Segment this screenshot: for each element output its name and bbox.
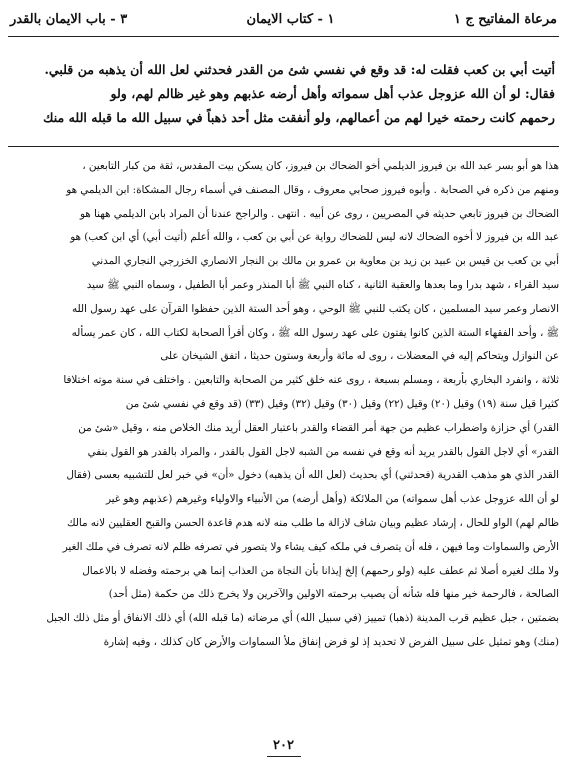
- hadith-line: أتيت أبي بن كعب فقلت له: قد وقع في نفسي شئ من القدر فحدثني لعل الله أن يذهبه من قلبي.: [44, 62, 555, 77]
- hadith-line: فقال: لو أن الله عزوجل عذب أهل سمواته وأهل أرضه عذبهم وهو غير ظالم لهم، ولو: [110, 86, 555, 101]
- commentary-line: الضحاك بن فيروز تابعي حديثه في المصريين ، روى عن أبيه . انتهى . والراجح عندنا أن المراد بابن الديلمي ههنا هو: [79, 207, 559, 220]
- commentary-line: ظالم لهم) الواو للحال ، إرشاد عظيم وبيان شاف لازالة ما طلب منه لانه هدم قاعدة الحسن والقبح العقليين لانه مالك: [67, 516, 559, 529]
- header-section: ٣ - باب الايمان بالقدر: [10, 11, 128, 27]
- commentary-line: ثلاثة ، وانفرد البخاري بأربعة ، ومسلم بسبعة ، روى عنه خلق كثير من الصحابة والتابعين . واختلف في سنة موته اختلافا: [63, 374, 559, 387]
- commentary-line: (منك) وهو تمثيل على سبيل الفرض لا تحديد إذ لو فرض إنفاق ملأ السماوات والأرض كان كذلك ، وفيه إشارة: [103, 635, 559, 648]
- page-number: ٢٠٢: [0, 738, 567, 757]
- commentary-line: القدر) أي حزازة واضطراب عظيم من جهة أمر القضاء والقدر باعتبار العقل أريد منك الخلاص منه ، وقيل «شئ من: [78, 421, 559, 434]
- running-header: [10, 6, 557, 32]
- commentary-line: الصالحة ، فالرحمة خير منها فله شأنه أن يصيب برحمته الاولين والآخرين ولا يخرج ذلك من حكمة (مثل أحد): [108, 588, 559, 601]
- commentary-line: لو أن الله عزوجل عذب أهل سمواته) من الملائكة (وأهل أرضه) من الأنبياء والاولياء وغيرهم (عذبهم وهو غير: [105, 493, 559, 506]
- header-rule: [8, 36, 559, 37]
- commentary-line: عبد الله بن فيروز لا أخوه الضحاك لانه ليس للضحاك رواية عن أبي بن كعب ، والله أعلم (أتيت أبي) أي ابن كعب) هو: [70, 231, 559, 244]
- commentary-line: ولا ملك لغيره أصلا ثم عطف عليه (ولو رحمهم) إلخ إيذانا بأن النجاة من العذاب إنما هي برحمته وفضله لا بالاعمال: [82, 564, 559, 577]
- commentary-line: ﷺ ، وأحد الفقهاء الستة الذين كانوا يفتون على عهد رسول الله ﷺ ، وكان أقرأ الصحابة لكتاب الله ، كان عمر يسأله: [71, 326, 559, 339]
- commentary-line: القدر الذي هو مذهب القدرية (فحدثني) أي بحديث (لعل الله أن يذهبه) دخول «أن» في خبر لعل للتشبيه بعسى (فقال: [66, 469, 559, 482]
- commentary-separator: [8, 146, 559, 147]
- commentary-line: كثيرا قيل سنة (١٩) وقيل (٢٠) وقيل (٢٢) وقيل (٣٠) وقيل (٣٢) وقيل (٣٣) (قد وقع في نفسي شئ من: [125, 397, 559, 410]
- page-number-underline: [267, 756, 301, 757]
- commentary-line: بضمتين ، جبل عظيم قرب المدينة (ذهبا) تمييز (في سبيل الله) أي مرضاته (ما قبله الله) أي ذلك الانفاق أو مثل ذلك الجبل: [46, 612, 559, 625]
- commentary-line: ومنهم من ذكره في الصحابة . وأبوه فيروز صحابي معروف ، وقال المصنف في أسماء رجال المشكاة: ابن الديلمي هو: [66, 183, 559, 196]
- header-chapter: ١ - كتاب الايمان: [246, 11, 335, 27]
- commentary-line: عن النوازل ويتحاكم إليه في المعضلات ، روى له مائة وأربعة وستون حديثا ، اتفق الشيخان على: [160, 350, 559, 363]
- commentary-line: أبي بن كعب بن قيس بن عبيد بن زيد بن معاوية بن عمرو بن مالك بن النجار الانصاري الخزرجي النجاري المدني: [91, 255, 559, 268]
- header-book-title: مرعاة المفاتيح ج ١: [453, 11, 557, 27]
- hadith-text: [12, 58, 555, 130]
- commentary-line: هذا هو أبو بسر عبد الله بن فيروز الديلمي أخو الضحاك بن فيروز، كان يسكن بيت المقدس، ثقة من كبار التابعين ،: [82, 160, 559, 172]
- commentary-line: القدر» أي لاجل القول بالقدر يريد أنه وقع في نفسه من الشبه لاجل القول بالقدر ، والمراد بالقدر هو القول بنفي: [87, 445, 559, 458]
- commentary-line: سيد القراء ، شهد بدرا وما بعدها والعقبة الثانية ، كناه النبي ﷺ أبا المنذر وعمر أبا الطفيل ، وسماه النبي ﷺ سيد: [86, 278, 559, 291]
- commentary-line: الأرض والسماوات وما فيهن ، فله أن يتصرف في ملكه كيف يشاء ولا يتصور في تصرفه ظلم لانه تصرف في ملك الغير: [62, 540, 559, 553]
- hadith-line: رحمهم كانت رحمته خيرا لهم من أعمالهم، ولو أنفقت مثل أحد ذهباً في سبيل الله ما قبله الله منك: [43, 110, 555, 125]
- commentary-line: الانصار وعمر سيد المسلمين ، كان يكتب للنبي ﷺ الوحي ، وهو أحد الستة الذين حفظوا القرآن على عهد رسول الله: [71, 302, 559, 315]
- commentary-text: [8, 155, 559, 655]
